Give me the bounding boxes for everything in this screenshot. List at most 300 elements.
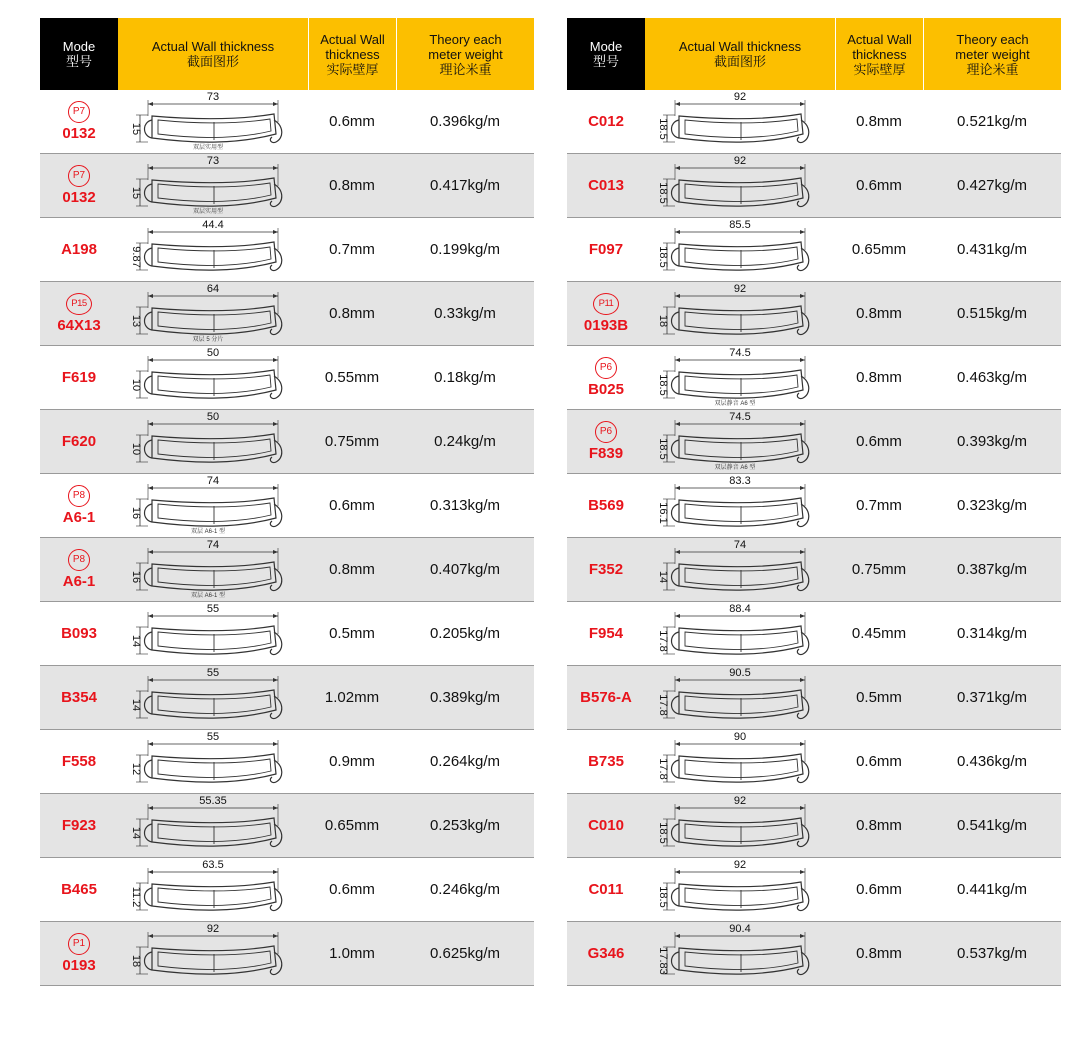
profile-diagram — [118, 602, 308, 665]
section-cell — [645, 90, 835, 153]
page-badge: P7 — [68, 101, 90, 123]
profile-note: 双层实用型 — [192, 209, 224, 215]
table-row — [40, 90, 534, 154]
dimension-width-label: 55 — [206, 667, 220, 679]
section-cell — [645, 154, 835, 217]
section-cell — [118, 730, 308, 793]
section-cell — [118, 922, 308, 985]
model-cell — [40, 922, 118, 985]
dimension-height-label: 18.5 — [657, 374, 669, 396]
profile-note: 双层 5 分片 — [192, 337, 224, 343]
table-row — [567, 794, 1061, 858]
wall-thickness-cell: 0.8mm — [329, 177, 375, 194]
dimension-height-label: 16 — [130, 506, 142, 520]
model-code: B569 — [588, 497, 624, 514]
profile-diagram — [645, 538, 835, 601]
weight-cell: 0.371kg/m — [956, 689, 1028, 706]
weight-cell: 0.407kg/m — [429, 561, 501, 578]
wall-thickness-cell: 0.8mm — [856, 817, 902, 834]
profile-diagram — [118, 922, 308, 985]
model-code: F352 — [588, 561, 624, 578]
model-cell — [40, 858, 118, 921]
section-cell — [645, 218, 835, 281]
profile-diagram — [118, 474, 308, 537]
model-cell — [567, 858, 645, 921]
wall-thickness-cell: 0.8mm — [856, 945, 902, 962]
model-cell — [567, 154, 645, 217]
section-cell — [118, 410, 308, 473]
dimension-width-label: 44.4 — [202, 219, 224, 231]
profile-drawing — [130, 475, 282, 535]
profile-diagram — [118, 794, 308, 857]
model-code: 64X13 — [57, 317, 101, 334]
table-row — [40, 922, 534, 986]
model-code: A198 — [61, 241, 97, 258]
dimension-width-label: 55.35 — [199, 795, 227, 807]
wall-thickness-cell: 0.7mm — [329, 241, 375, 258]
weight-cell: 0.427kg/m — [956, 177, 1028, 194]
dimension-height-label: 14 — [657, 570, 669, 584]
dimension-height-label: 15 — [130, 122, 142, 136]
model-cell — [40, 282, 118, 345]
weight-cell: 0.463kg/m — [956, 369, 1028, 386]
table-row — [567, 602, 1061, 666]
profile-drawing — [130, 667, 282, 719]
profile-drawing — [657, 347, 809, 407]
section-cell — [645, 602, 835, 665]
model-cell — [40, 90, 118, 153]
dimension-height-label: 18.5 — [657, 822, 669, 844]
weight-cell: 0.431kg/m — [956, 241, 1028, 258]
table-row — [567, 858, 1061, 922]
section-cell — [645, 730, 835, 793]
dimension-width-label: 55 — [206, 603, 220, 615]
dimension-width-label: 73 — [206, 155, 220, 167]
table-row — [40, 218, 534, 282]
dimension-width-label: 64 — [206, 283, 220, 295]
model-code: B735 — [588, 753, 624, 770]
wall-thickness-cell: 0.6mm — [856, 433, 902, 450]
table-body — [567, 90, 1061, 986]
profile-drawing — [130, 795, 282, 847]
table-row — [40, 794, 534, 858]
weight-cell: 0.199kg/m — [429, 241, 501, 258]
weight-cell: 0.393kg/m — [956, 433, 1028, 450]
wall-thickness-cell: 0.8mm — [329, 561, 375, 578]
section-cell — [118, 538, 308, 601]
dimension-height-label: 11.2 — [130, 886, 142, 908]
profile-diagram — [118, 346, 308, 409]
profile-drawing — [657, 411, 809, 471]
model-code: F558 — [61, 753, 97, 770]
profile-drawing — [130, 411, 282, 463]
page-badge: P1 — [68, 933, 90, 955]
profile-drawing — [657, 859, 809, 911]
dimension-width-label: 90 — [733, 731, 747, 743]
model-cell — [567, 90, 645, 153]
table-row — [40, 666, 534, 730]
section-cell — [118, 474, 308, 537]
dimension-height-label: 9.87 — [130, 246, 142, 268]
model-cell — [567, 410, 645, 473]
weight-cell: 0.323kg/m — [956, 497, 1028, 514]
section-cell — [645, 282, 835, 345]
dimension-height-label: 17.83 — [657, 947, 669, 975]
model-cell — [40, 666, 118, 729]
model-cell — [40, 730, 118, 793]
wall-thickness-cell: 0.6mm — [329, 497, 375, 514]
dimension-width-label: 55 — [206, 731, 220, 743]
profile-drawing — [657, 283, 809, 335]
model-cell — [567, 922, 645, 985]
dimension-height-label: 18 — [657, 314, 669, 328]
profile-diagram — [645, 282, 835, 345]
model-code: G346 — [587, 945, 625, 962]
weight-cell: 0.253kg/m — [429, 817, 501, 834]
model-cell — [567, 282, 645, 345]
section-cell — [645, 858, 835, 921]
table-row — [567, 666, 1061, 730]
dimension-height-label: 18.5 — [657, 438, 669, 460]
table-body — [40, 90, 534, 986]
profile-diagram — [118, 730, 308, 793]
profile-diagram — [645, 602, 835, 665]
profile-diagram — [645, 474, 835, 537]
table-row — [567, 90, 1061, 154]
table-row — [567, 474, 1061, 538]
model-code: B354 — [61, 689, 97, 706]
wall-thickness-cell: 0.8mm — [329, 305, 375, 322]
header-mode: Mode 型号 — [567, 18, 645, 90]
weight-cell: 0.441kg/m — [956, 881, 1028, 898]
profile-drawing — [130, 91, 282, 151]
wall-thickness-cell: 0.55mm — [324, 369, 380, 386]
table-row — [567, 218, 1061, 282]
section-cell — [118, 858, 308, 921]
dimension-height-label: 18.5 — [657, 886, 669, 908]
table-row — [40, 538, 534, 602]
profile-diagram — [118, 858, 308, 921]
wall-thickness-cell: 0.8mm — [856, 305, 902, 322]
weight-cell: 0.205kg/m — [429, 625, 501, 642]
page-badge: P8 — [68, 485, 90, 507]
dimension-height-label: 17.8 — [657, 758, 669, 780]
model-code: F620 — [61, 433, 97, 450]
wall-thickness-cell: 0.8mm — [856, 369, 902, 386]
model-code: C011 — [588, 881, 624, 898]
header-wall-thickness: Actual Wall thickness 实际壁厚 — [308, 18, 396, 90]
model-code: F839 — [588, 445, 624, 462]
wall-thickness-cell: 0.6mm — [856, 177, 902, 194]
table-row — [567, 922, 1061, 986]
dimension-height-label: 16 — [130, 570, 142, 584]
model-cell — [40, 794, 118, 857]
page-badge: P11 — [593, 293, 619, 315]
table-row — [40, 410, 534, 474]
wall-thickness-cell: 0.6mm — [856, 881, 902, 898]
table-row — [40, 602, 534, 666]
weight-cell: 0.396kg/m — [429, 113, 501, 130]
profile-diagram — [118, 666, 308, 729]
profile-diagram — [645, 154, 835, 217]
section-cell — [118, 154, 308, 217]
weight-cell: 0.24kg/m — [434, 433, 496, 450]
model-code: 0193B — [583, 317, 629, 334]
dimension-height-label: 17.8 — [657, 630, 669, 652]
table-row — [567, 538, 1061, 602]
dimension-width-label: 50 — [206, 411, 220, 423]
profile-drawing — [657, 667, 809, 719]
table-row — [40, 154, 534, 218]
model-code: 0193 — [62, 957, 96, 974]
profile-drawing — [657, 539, 809, 591]
wall-thickness-cell: 0.8mm — [856, 113, 902, 130]
profile-diagram — [645, 666, 835, 729]
section-cell — [118, 90, 308, 153]
wall-thickness-cell: 0.45mm — [851, 625, 907, 642]
section-cell — [645, 346, 835, 409]
profile-drawing — [130, 219, 282, 271]
dimension-width-label: 88.4 — [729, 603, 751, 615]
wall-thickness-cell: 1.0mm — [329, 945, 375, 962]
dimension-width-label: 83.3 — [729, 475, 751, 487]
profile-diagram — [645, 90, 835, 153]
profile-diagram — [645, 730, 835, 793]
wall-thickness-cell: 1.02mm — [324, 689, 380, 706]
header-section: Actual Wall thickness 截面图形 — [645, 18, 835, 90]
table-row — [567, 346, 1061, 410]
model-code: A6-1 — [62, 573, 96, 590]
section-cell — [645, 474, 835, 537]
section-cell — [645, 666, 835, 729]
table-row — [40, 282, 534, 346]
model-code: C012 — [588, 113, 624, 130]
dimension-width-label: 90.5 — [729, 667, 751, 679]
weight-cell: 0.541kg/m — [956, 817, 1028, 834]
model-code: 0132 — [62, 189, 96, 206]
right-spec-table — [567, 18, 1061, 986]
section-cell — [645, 538, 835, 601]
model-code: F923 — [61, 817, 97, 834]
profile-drawing — [657, 731, 809, 783]
left-spec-table — [40, 18, 534, 986]
dimension-height-label: 18 — [130, 954, 142, 968]
page-badge: P7 — [68, 165, 90, 187]
dimension-width-label: 63.5 — [202, 859, 224, 871]
profile-drawing — [130, 283, 282, 343]
page-badge: P6 — [595, 421, 617, 443]
wall-thickness-cell: 0.6mm — [329, 113, 375, 130]
profile-drawing — [657, 91, 809, 143]
profile-diagram — [645, 794, 835, 857]
profile-drawing — [130, 155, 282, 215]
model-code: F097 — [588, 241, 624, 258]
dimension-height-label: 10 — [130, 378, 142, 392]
weight-cell: 0.521kg/m — [956, 113, 1028, 130]
page-badge: P6 — [595, 357, 617, 379]
wall-thickness-cell: 0.65mm — [324, 817, 380, 834]
model-code: A6-1 — [62, 509, 96, 526]
profile-diagram — [645, 218, 835, 281]
dimension-height-label: 12 — [130, 762, 142, 776]
header-wall-thickness: Actual Wall thickness 实际壁厚 — [835, 18, 923, 90]
dimension-width-label: 92 — [733, 283, 747, 295]
weight-cell: 0.314kg/m — [956, 625, 1028, 642]
section-cell — [645, 922, 835, 985]
page-badge: P8 — [68, 549, 90, 571]
model-cell — [567, 346, 645, 409]
profile-drawing — [130, 539, 282, 599]
wall-thickness-cell: 0.9mm — [329, 753, 375, 770]
profile-drawing — [130, 923, 282, 975]
table-row — [40, 730, 534, 794]
dimension-height-label: 14 — [130, 634, 142, 648]
model-cell — [567, 794, 645, 857]
profile-note: 双层 A6-1 型 — [190, 529, 226, 535]
dimension-height-label: 14 — [130, 826, 142, 840]
profile-drawing — [657, 475, 809, 527]
profile-drawing — [130, 731, 282, 783]
profile-note: 双层静音 A6 型 — [714, 465, 756, 471]
weight-cell: 0.537kg/m — [956, 945, 1028, 962]
model-code: B093 — [61, 625, 97, 642]
section-cell — [118, 794, 308, 857]
dimension-width-label: 50 — [206, 347, 220, 359]
dimension-width-label: 74 — [733, 539, 747, 551]
header-section: Actual Wall thickness 截面图形 — [118, 18, 308, 90]
weight-cell: 0.389kg/m — [429, 689, 501, 706]
model-cell — [40, 410, 118, 473]
profile-diagram — [118, 154, 308, 217]
wall-thickness-cell: 0.6mm — [329, 881, 375, 898]
model-cell — [40, 218, 118, 281]
table-row — [567, 154, 1061, 218]
section-cell — [118, 282, 308, 345]
wall-thickness-cell: 0.6mm — [856, 753, 902, 770]
model-cell — [567, 218, 645, 281]
profile-note: 双层静音 A6 型 — [714, 401, 756, 407]
dimension-height-label: 15 — [130, 186, 142, 200]
model-cell — [40, 474, 118, 537]
dimension-width-label: 74.5 — [729, 347, 751, 359]
dimension-width-label: 92 — [733, 91, 747, 103]
profile-drawing — [657, 603, 809, 655]
profile-diagram — [118, 282, 308, 345]
profile-diagram — [645, 410, 835, 473]
weight-cell: 0.625kg/m — [429, 945, 501, 962]
dimension-height-label: 10 — [130, 442, 142, 456]
model-cell — [40, 602, 118, 665]
profile-note: 双层 A6-1 型 — [190, 593, 226, 599]
profile-drawing — [657, 155, 809, 207]
section-cell — [645, 410, 835, 473]
dimension-width-label: 90.4 — [729, 923, 751, 935]
model-cell — [40, 538, 118, 601]
section-cell — [118, 602, 308, 665]
dimension-height-label: 14 — [130, 698, 142, 712]
weight-cell: 0.18kg/m — [434, 369, 496, 386]
profile-drawing — [657, 923, 809, 975]
weight-cell: 0.246kg/m — [429, 881, 501, 898]
weight-cell: 0.417kg/m — [429, 177, 501, 194]
profile-note: 双层实用型 — [192, 145, 224, 151]
section-cell — [118, 218, 308, 281]
table-row — [567, 410, 1061, 474]
wall-thickness-cell: 0.5mm — [856, 689, 902, 706]
dimension-width-label: 85.5 — [729, 219, 751, 231]
wall-thickness-cell: 0.75mm — [851, 561, 907, 578]
table-row — [40, 858, 534, 922]
model-cell — [567, 666, 645, 729]
weight-cell: 0.515kg/m — [956, 305, 1028, 322]
dimension-height-label: 16.1 — [657, 502, 669, 524]
dimension-height-label: 17.8 — [657, 694, 669, 716]
dimension-height-label: 18.5 — [657, 118, 669, 140]
dimension-height-label: 13 — [130, 314, 142, 328]
profile-drawing — [657, 795, 809, 847]
section-cell — [118, 666, 308, 729]
model-code: 0132 — [62, 125, 96, 142]
profile-diagram — [118, 538, 308, 601]
model-cell — [567, 730, 645, 793]
dimension-width-label: 74 — [206, 539, 220, 551]
model-code: F619 — [61, 369, 97, 386]
dimension-width-label: 92 — [733, 155, 747, 167]
profile-diagram — [118, 218, 308, 281]
model-code: F954 — [588, 625, 624, 642]
table-header — [567, 18, 1061, 90]
section-cell — [118, 346, 308, 409]
model-cell — [567, 538, 645, 601]
dimension-width-label: 74 — [206, 475, 220, 487]
table-row — [40, 346, 534, 410]
profile-diagram — [118, 410, 308, 473]
dimension-width-label: 73 — [206, 91, 220, 103]
profile-diagram — [645, 346, 835, 409]
dimension-height-label: 18.5 — [657, 246, 669, 268]
header-weight: Theory each meter weight 理论米重 — [923, 18, 1061, 90]
dimension-width-label: 74.5 — [729, 411, 751, 423]
table-row — [567, 282, 1061, 346]
model-cell — [567, 474, 645, 537]
table-row — [40, 474, 534, 538]
wall-thickness-cell: 0.75mm — [324, 433, 380, 450]
page-badge: P15 — [66, 293, 92, 315]
profile-drawing — [130, 603, 282, 655]
model-code: B465 — [61, 881, 97, 898]
header-mode: Mode 型号 — [40, 18, 118, 90]
dimension-width-label: 92 — [733, 795, 747, 807]
dimension-height-label: 18.5 — [657, 182, 669, 204]
model-code: C013 — [588, 177, 624, 194]
weight-cell: 0.387kg/m — [956, 561, 1028, 578]
model-cell — [40, 154, 118, 217]
model-code: B576-A — [580, 689, 632, 706]
section-cell — [645, 794, 835, 857]
model-code: B025 — [588, 381, 624, 398]
dimension-width-label: 92 — [206, 923, 220, 935]
table-row — [567, 730, 1061, 794]
profile-drawing — [130, 347, 282, 399]
weight-cell: 0.313kg/m — [429, 497, 501, 514]
table-header — [40, 18, 534, 90]
weight-cell: 0.33kg/m — [434, 305, 496, 322]
wall-thickness-cell: 0.7mm — [856, 497, 902, 514]
profile-diagram — [645, 858, 835, 921]
weight-cell: 0.436kg/m — [956, 753, 1028, 770]
wall-thickness-cell: 0.5mm — [329, 625, 375, 642]
profile-drawing — [130, 859, 282, 911]
